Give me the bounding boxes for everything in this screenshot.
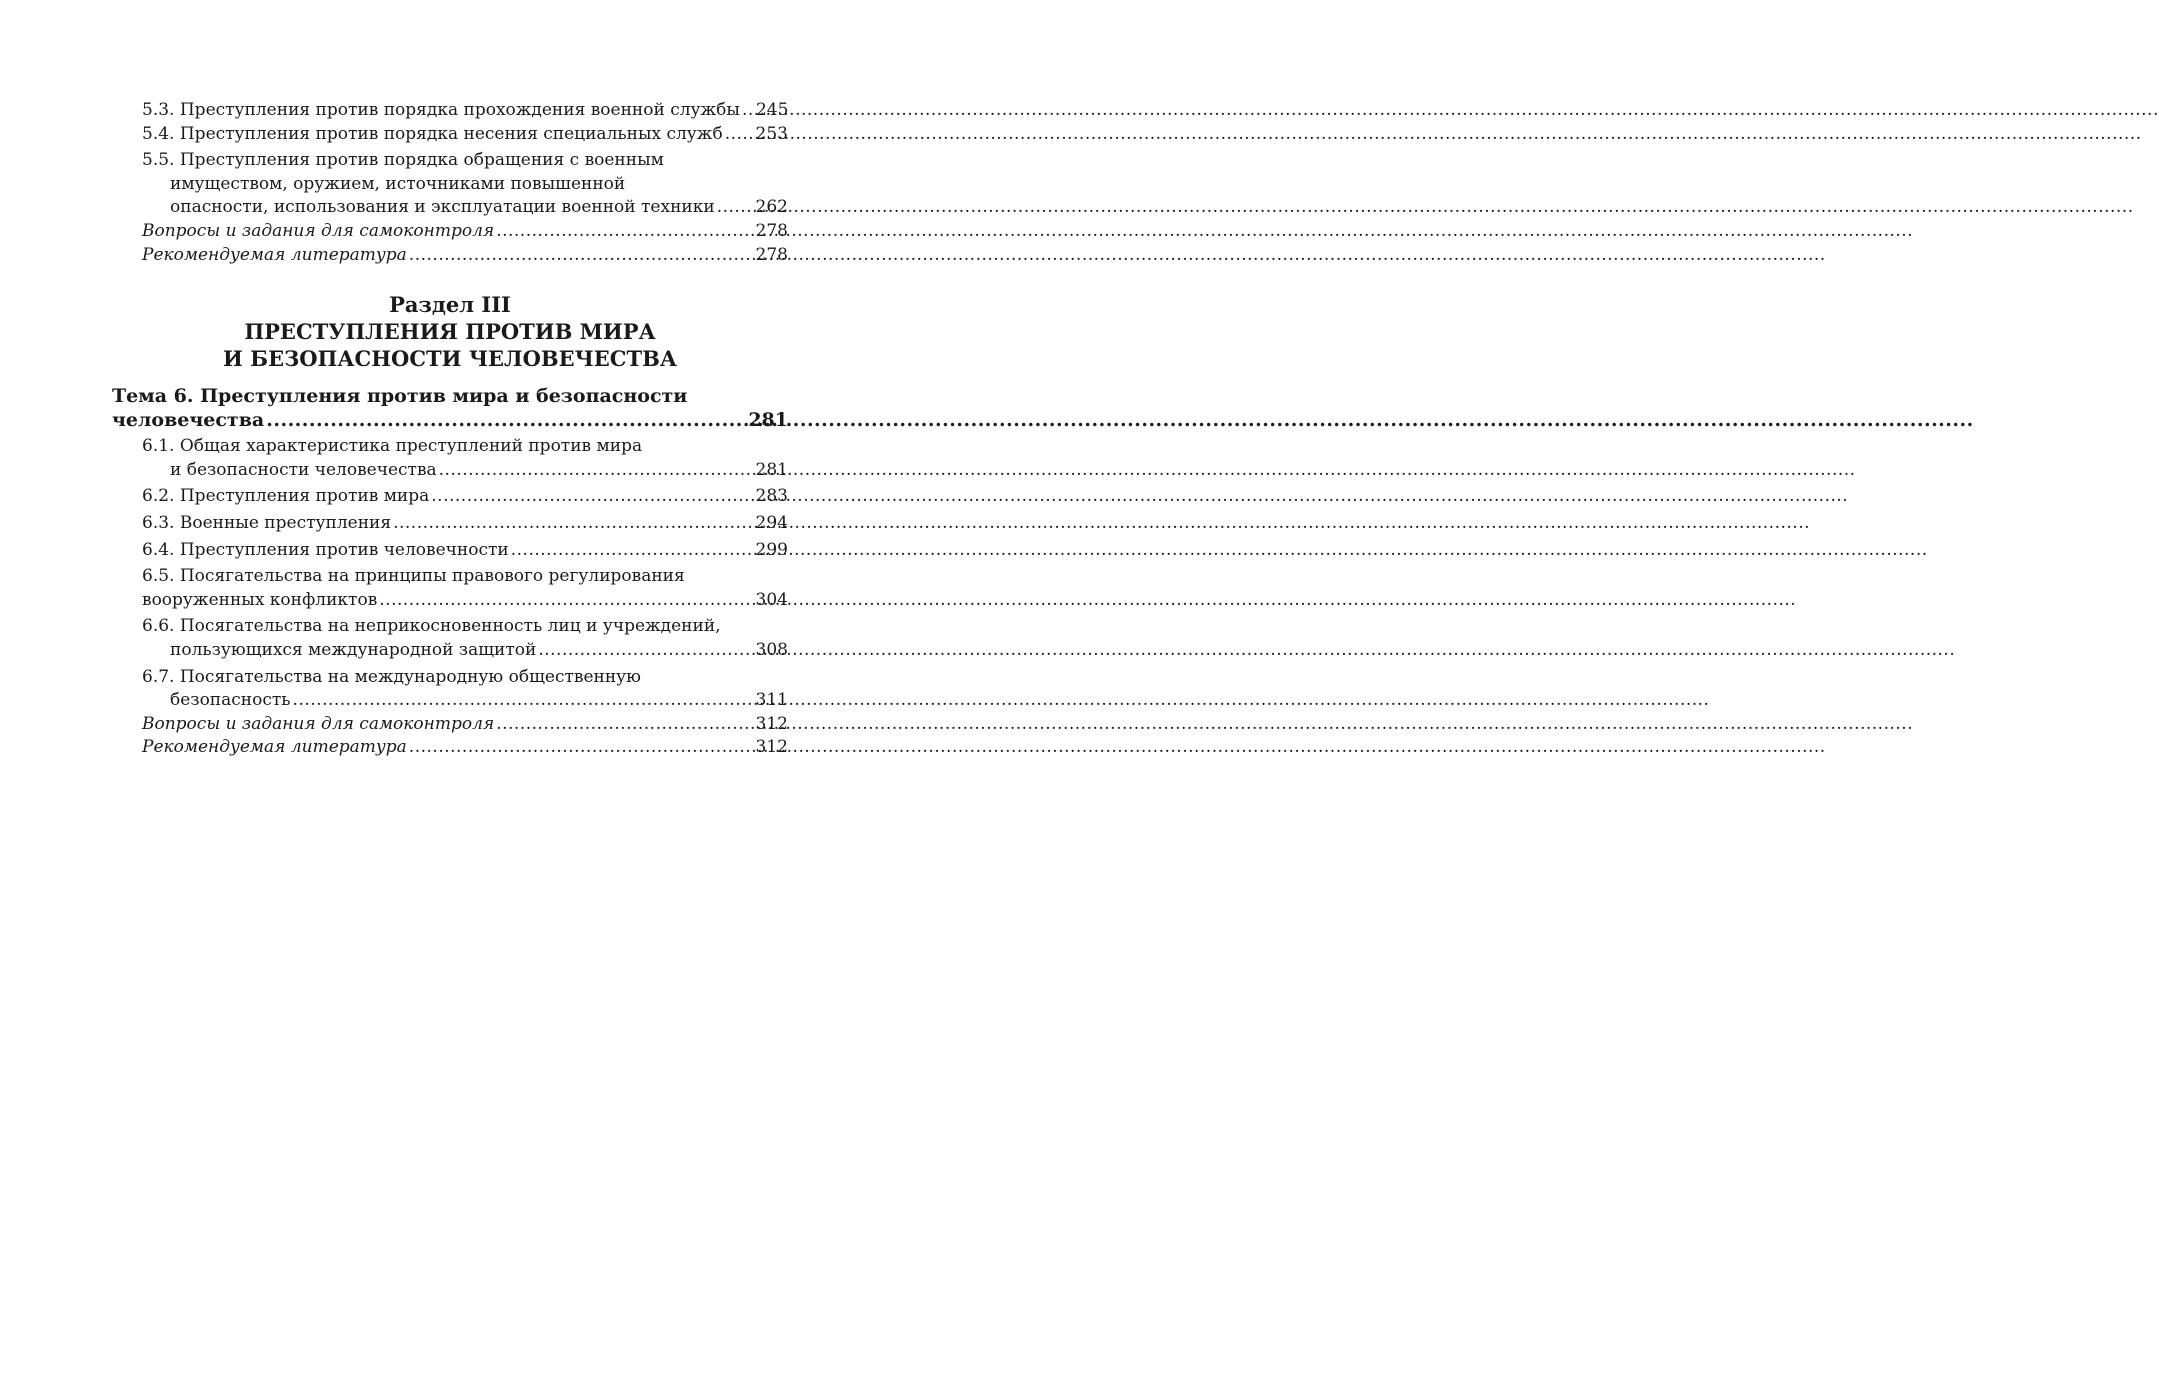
toc-entry-title: Преступления против порядка прохождения военной службы (179, 100, 740, 120)
toc-entry-title: Посягательства на международную общественную (179, 666, 641, 687)
toc-entry-number: 6.5. (142, 566, 175, 587)
toc-entry-page: 262 (755, 197, 788, 218)
toc-entry-title: Военные преступления (179, 512, 392, 533)
toc-entry-6-4[interactable] (142, 539, 788, 563)
toc-entry-number: 6.1. (142, 436, 175, 457)
toc-entry-title: Общая характеристика преступлений против мира (179, 436, 643, 457)
toc-entry-6-3[interactable] (142, 512, 788, 536)
toc-entry-title: Посягательства на принципы правового регулирования (179, 566, 685, 587)
toc-entry-title: Посягательства на неприкосновенность лиц и учреждений, (179, 616, 721, 637)
toc-entry-title-cont: пользующихся международной защитой (170, 639, 537, 660)
toc-entry-page: 299 (755, 539, 788, 560)
leader-dots (496, 713, 753, 737)
section-label: Раздел III (389, 292, 511, 318)
toc-entry-title-cont: опасности, использования и эксплуатации военной техники (170, 197, 715, 218)
toc-entry-number: 6.3. (142, 512, 175, 533)
toc-entry-title: Вопросы и задания для самоконтроля (142, 713, 495, 734)
leader-dots (725, 123, 754, 147)
toc-entry-number: 6.6. (142, 616, 175, 637)
toc-entry-page: 308 (755, 639, 788, 660)
leader-dots (379, 589, 753, 613)
toc-entry-number: 6.7. (142, 666, 175, 687)
toc-entry-page: 304 (755, 589, 788, 610)
leader-dots (409, 736, 754, 760)
toc-entry-literature[interactable] (142, 244, 788, 268)
toc-entry-5-5[interactable] (142, 149, 788, 220)
toc-entry-title-cont: безопасность (170, 690, 291, 711)
toc-entry-title: Преступления против порядка обращения с военным (179, 150, 664, 171)
toc-entry-title-cont: и безопасности человечества (170, 459, 437, 480)
toc-entry-questions-2[interactable] (142, 713, 788, 737)
toc-entry-number: 5.5. (142, 150, 175, 171)
toc-entry-5-3[interactable] (142, 99, 788, 123)
toc-entry-6-1[interactable] (142, 435, 788, 482)
toc-entry-title: Рекомендуемая литература (142, 737, 407, 758)
leader-dots (409, 244, 754, 268)
section-heading (112, 291, 788, 372)
table-of-contents (112, 99, 788, 760)
toc-topic-6[interactable] (112, 384, 788, 432)
toc-entry-5-4[interactable] (142, 123, 788, 147)
section-title-line1: ПРЕСТУПЛЕНИЯ ПРОТИВ МИРА (244, 319, 656, 345)
toc-entry-page: 245 (755, 100, 789, 120)
toc-entry-6-6[interactable] (142, 615, 788, 662)
leader-dots (538, 639, 753, 663)
topic-title-line2: человечества (112, 409, 265, 432)
toc-entry-page: 278 (755, 220, 788, 241)
toc-entry-title: Преступления против мира (179, 486, 430, 507)
leader-dots (393, 512, 753, 536)
toc-entry-literature-2[interactable] (142, 736, 788, 760)
toc-entry-page: 253 (755, 123, 788, 144)
toc-entry-page: 311 (755, 690, 788, 711)
toc-entry-title: Вопросы и задания для самоконтроля (142, 220, 495, 241)
toc-entry-page: 281 (755, 459, 788, 480)
leader-dots (431, 485, 753, 509)
leader-dots (496, 220, 753, 244)
leader-dots (266, 408, 746, 432)
leader-dots (742, 99, 754, 123)
topic-page: 281 (748, 409, 788, 432)
toc-entry-title: Преступления против порядка несения специальных служб (179, 123, 723, 144)
leader-dots (511, 539, 754, 563)
topic-title-line1: Тема 6. Преступления против мира и безопасности (112, 385, 688, 408)
toc-entry-page: 283 (755, 486, 788, 507)
toc-entry-number: 5.4. (142, 123, 175, 144)
toc-entry-number: 6.4. (142, 539, 175, 560)
toc-entry-title: Преступления против человечности (179, 539, 509, 560)
toc-entry-6-5[interactable] (142, 565, 788, 612)
toc-entry-page: 312 (755, 737, 788, 758)
toc-entry-number: 6.2. (142, 486, 175, 507)
toc-entry-page: 312 (755, 713, 788, 734)
toc-entry-title-cont: вооруженных конфликтов (142, 589, 378, 610)
toc-entry-number: 5.3. (142, 100, 175, 120)
toc-entry-6-7[interactable] (142, 666, 788, 713)
toc-entry-questions[interactable] (142, 220, 788, 244)
leader-dots (293, 689, 754, 713)
toc-entry-6-2[interactable] (142, 485, 788, 509)
toc-entry-page: 278 (755, 244, 788, 265)
toc-entry-title: Рекомендуемая литература (142, 244, 407, 265)
toc-entry-page: 294 (755, 512, 788, 533)
leader-dots (439, 459, 754, 483)
leader-dots (717, 196, 754, 220)
section-title-line2: И БЕЗОПАСНОСТИ ЧЕЛОВЕЧЕСТВА (223, 346, 677, 372)
toc-entry-title-cont: имуществом, оружием, источниками повышенной (170, 173, 626, 194)
